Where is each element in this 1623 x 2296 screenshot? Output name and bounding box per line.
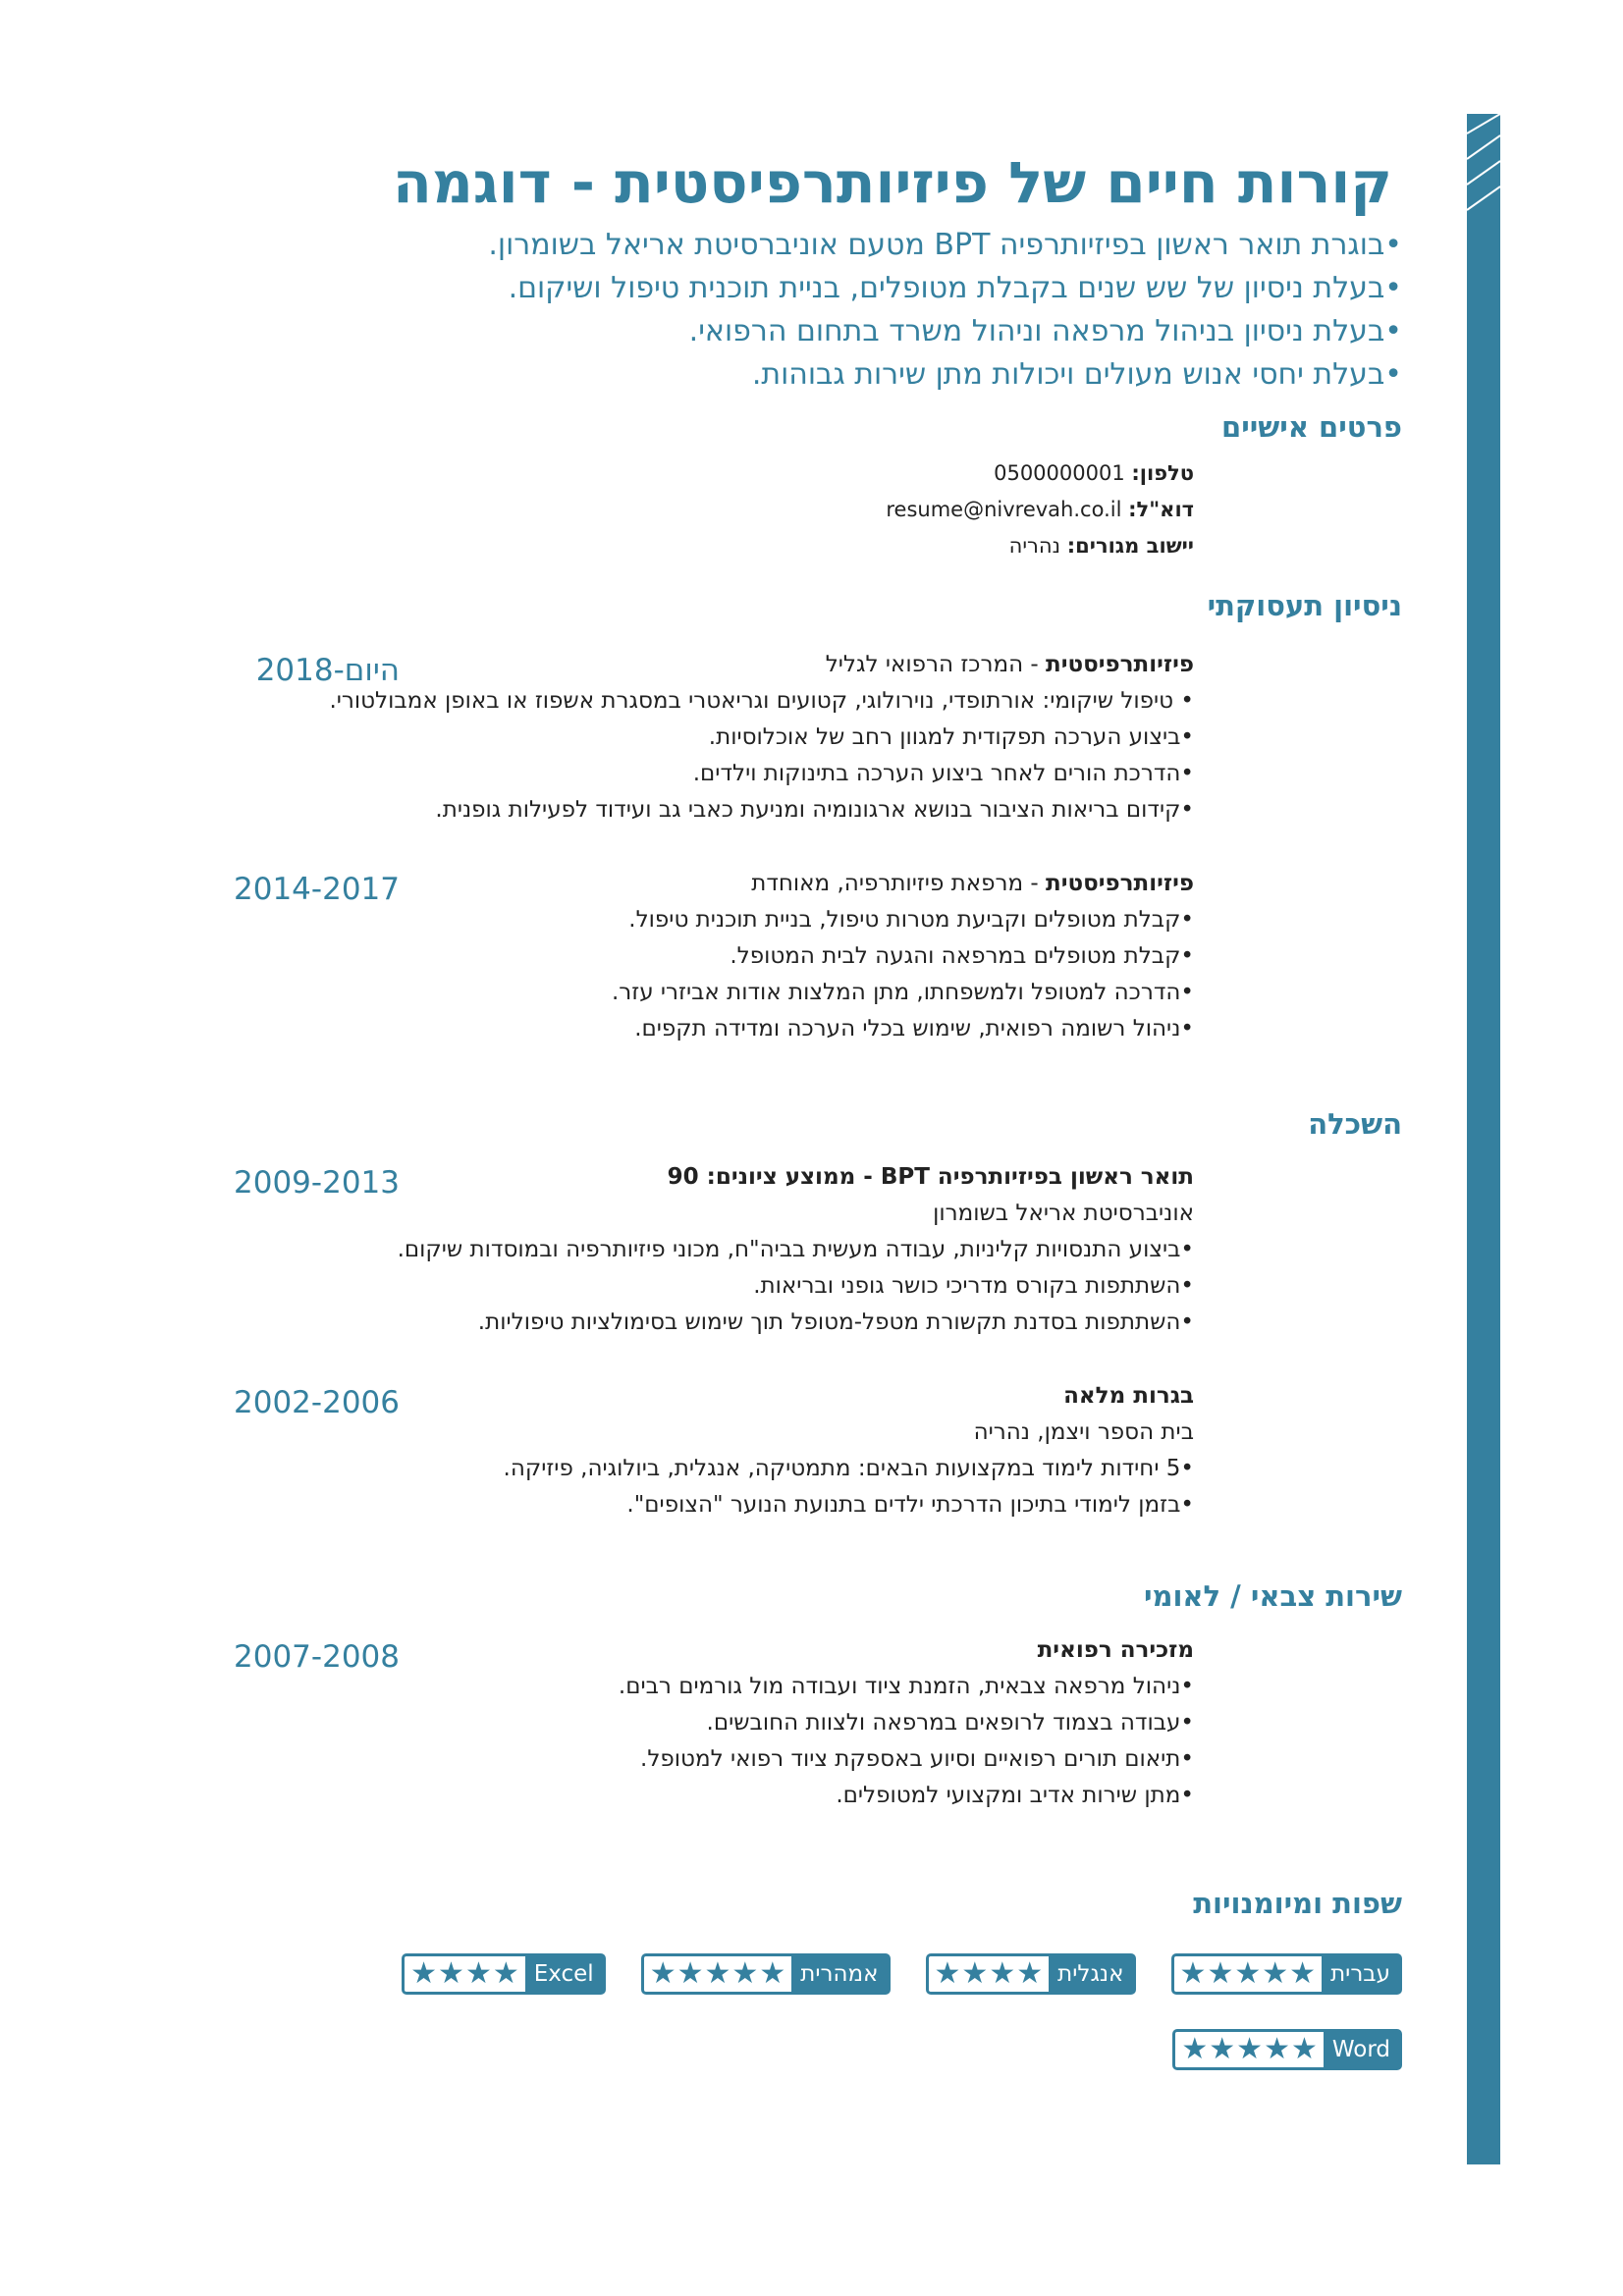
entry-heading <box>330 1632 1194 1669</box>
entry-bullet: • הדרכה למטופל ולמשפחתו, מתן המלצות אודות אביזרי עזר. <box>330 975 1194 1011</box>
star-icon: ★ <box>1236 2032 1264 2066</box>
email-value: resume@nivrevah.co.il <box>886 498 1122 521</box>
entry-role: פיזיותרפיסטית <box>1046 871 1194 896</box>
entry-bullets <box>330 1232 1194 1341</box>
skill-badge <box>1171 1953 1402 1995</box>
skill-rating <box>1174 1956 1323 1992</box>
entry-bullet: • עבודה בצמוד לרופאים במרפאה ולצוות החובשים. <box>330 1705 1194 1741</box>
city-label: יישוב מגורים: <box>1066 534 1194 558</box>
decorative-sidebar-bar <box>1467 114 1500 2164</box>
section-heading-personal: פרטים אישיים <box>1221 410 1402 444</box>
star-icon: ★ <box>492 1956 519 1991</box>
star-icon: ★ <box>649 1956 676 1991</box>
section-heading-experience: ניסיון תעסוקתי <box>1207 589 1402 622</box>
entry-bullet: • השתתפות בקורס מדריכי כושר גופני ובריאות. <box>330 1268 1194 1305</box>
education-entry <box>330 1159 1194 1341</box>
entry-bullet: • קבלת מטופלים וקביעת מטרות טיפול, בניית תוכנית טיפול. <box>330 902 1194 938</box>
summary-item: • בוגרת תואר ראשון בפיזיותרפיה BPT מטעם אוניברסיטת אריאל בשומרון. <box>488 224 1402 267</box>
star-icon: ★ <box>1264 2032 1290 2066</box>
entry-org: - המרכז הרפואי לגליל <box>825 652 1047 677</box>
entry-heading <box>330 647 1194 683</box>
star-icon: ★ <box>1262 1956 1289 1991</box>
skill-label: אמהרית <box>791 1956 887 1992</box>
entry-bullet: • טיפול שיקומי: אורתופדי, נוירולוגי, קטועים וגריאטרי במסגרת אשפוז או באופן אמבולטורי. <box>330 683 1194 720</box>
star-icon: ★ <box>1016 1956 1044 1991</box>
entry-date: 2018-היום <box>255 653 400 688</box>
entry-bullets <box>330 1451 1194 1523</box>
star-icon: ★ <box>1289 1956 1317 1991</box>
contact-phone <box>886 455 1194 492</box>
star-icon: ★ <box>464 1956 492 1991</box>
city-value: נהריה <box>1008 534 1061 558</box>
contact-city <box>886 528 1194 564</box>
section-heading-service: שירות צבאי / לאומי <box>1143 1579 1402 1613</box>
star-icon: ★ <box>1290 2032 1318 2066</box>
entry-bullet: • ניהול רשומה רפואית, שימוש בכלי הערכה ומדידה תקפים. <box>330 1011 1194 1047</box>
entry-bullet: • מתן שירות אדיב ומקצועי למטופלים. <box>330 1778 1194 1814</box>
entry-title: תואר ראשון בפיזיותרפיה BPT - ממוצע ציונים: 90 <box>667 1164 1194 1190</box>
entry-date: 2014-2017 <box>234 872 400 907</box>
star-icon: ★ <box>1209 2032 1236 2066</box>
entry-bullet: • ביצוע התנסויות קליניות, עבודה מעשית בביה"ח, מכוני פיזיותרפיה ובמוסדות שיקום. <box>330 1232 1194 1268</box>
contact-details <box>886 455 1194 564</box>
entry-bullet: • בזמן לימודי בתיכון הדרכתי ילדים בתנועת הנוער "הצופים". <box>330 1487 1194 1523</box>
entry-institution: אוניברסיטת אריאל בשומרון <box>933 1201 1194 1226</box>
email-label: דוא"ל: <box>1128 498 1194 521</box>
entry-date: 2007-2008 <box>234 1639 400 1675</box>
service-entry <box>330 1632 1194 1814</box>
entry-heading <box>330 1159 1194 1196</box>
skill-rating <box>644 1956 792 1992</box>
experience-entry <box>330 647 1194 828</box>
entry-bullet: • קבלת מטופלים במרפאה והגעה לבית המטופל. <box>330 938 1194 975</box>
entry-bullets <box>330 1669 1194 1814</box>
contact-email <box>886 492 1194 528</box>
education-entry <box>330 1378 1194 1523</box>
entry-title: בגרות מלאה <box>1063 1383 1194 1409</box>
entry-bullet: • השתתפות בסדנת תקשורת מטפל-מטופל תוך שימוש בסימולציות טיפוליות. <box>330 1305 1194 1341</box>
skill-label: אנגלית <box>1049 1956 1132 1992</box>
skill-label: עברית <box>1322 1956 1399 1992</box>
page-title: קורות חיים של פיזיותרפיסטית - דוגמה <box>392 149 1392 216</box>
entry-bullet: • קידום בריאות הציבור בנושא ארגונומיה ומניעת כאבי גב ועידוד לפעילות גופנית. <box>330 792 1194 828</box>
phone-label: טלפון: <box>1131 461 1194 485</box>
section-heading-education: השכלה <box>1308 1107 1402 1141</box>
skill-rating <box>405 1956 525 1992</box>
skills-row <box>402 1953 1402 1995</box>
summary-list <box>488 224 1402 397</box>
star-icon: ★ <box>676 1956 704 1991</box>
skills-row <box>1172 2029 1402 2070</box>
star-icon: ★ <box>731 1956 759 1991</box>
summary-item: • בעלת ניסיון של שש שנים בקבלת מטופלים, בניית תוכנית טיפול ושיקום. <box>488 267 1402 310</box>
entry-bullet: • 5 יחידות לימוד במקצועות הבאים: מתמטיקה, אנגלית, ביולוגיה, פיזיקה. <box>330 1451 1194 1487</box>
star-icon: ★ <box>1179 1956 1207 1991</box>
phone-value: 0500000001 <box>994 461 1125 485</box>
skill-badge <box>1172 2029 1402 2070</box>
diagonal-lines-decoration <box>1467 114 1500 222</box>
star-icon: ★ <box>961 1956 989 1991</box>
skill-label: Excel <box>525 1956 603 1992</box>
entry-bullet: • תיאום תורים רפואיים וסיוע באספקת ציוד רפואי למטופל. <box>330 1741 1194 1778</box>
entry-bullet: • הדרכת הורים לאחר ביצוע הערכה בתינוקות וילדים. <box>330 756 1194 792</box>
entry-org: - מרפאת פיזיותרפיה, מאוחדת <box>751 871 1047 896</box>
entry-title: מזכירה רפואית <box>1037 1637 1194 1663</box>
entry-date: 2009-2013 <box>234 1165 400 1201</box>
summary-item: • בעלת ניסיון בניהול מרפאה וניהול משרד בתחום הרפואי. <box>488 310 1402 353</box>
experience-entry <box>330 866 1194 1047</box>
entry-bullets <box>330 683 1194 828</box>
skill-rating <box>1175 2032 1324 2067</box>
skill-label: Word <box>1324 2032 1399 2067</box>
entry-role: פיזיותרפיסטית <box>1046 652 1194 677</box>
entry-institution: בית הספר ויצמן, נהריה <box>973 1419 1194 1445</box>
skill-badge <box>926 1953 1136 1995</box>
entry-bullets <box>330 902 1194 1047</box>
star-icon: ★ <box>989 1956 1016 1991</box>
skill-badge <box>402 1953 606 1995</box>
star-icon: ★ <box>759 1956 786 1991</box>
entry-bullet: • ביצוע הערכה תפקודית למגוון רחב של אוכלוסיות. <box>330 720 1194 756</box>
star-icon: ★ <box>1234 1956 1262 1991</box>
entry-date: 2002-2006 <box>234 1385 400 1420</box>
skill-badge <box>641 1953 891 1995</box>
skill-rating <box>929 1956 1050 1992</box>
star-icon: ★ <box>704 1956 731 1991</box>
star-icon: ★ <box>438 1956 464 1991</box>
entry-heading <box>330 866 1194 902</box>
star-icon: ★ <box>410 1956 438 1991</box>
summary-item: • בעלת יחסי אנוש מעולים ויכולות מתן שירות גבוהות. <box>488 353 1402 397</box>
entry-heading <box>330 1378 1194 1415</box>
section-heading-skills: שפות ומיומנויות <box>1193 1887 1402 1920</box>
entry-bullet: • ניהול מרפאה צבאית, הזמנת ציוד ועבודה מול גורמים רבים. <box>330 1669 1194 1705</box>
star-icon: ★ <box>1181 2032 1209 2066</box>
star-icon: ★ <box>934 1956 961 1991</box>
star-icon: ★ <box>1207 1956 1234 1991</box>
